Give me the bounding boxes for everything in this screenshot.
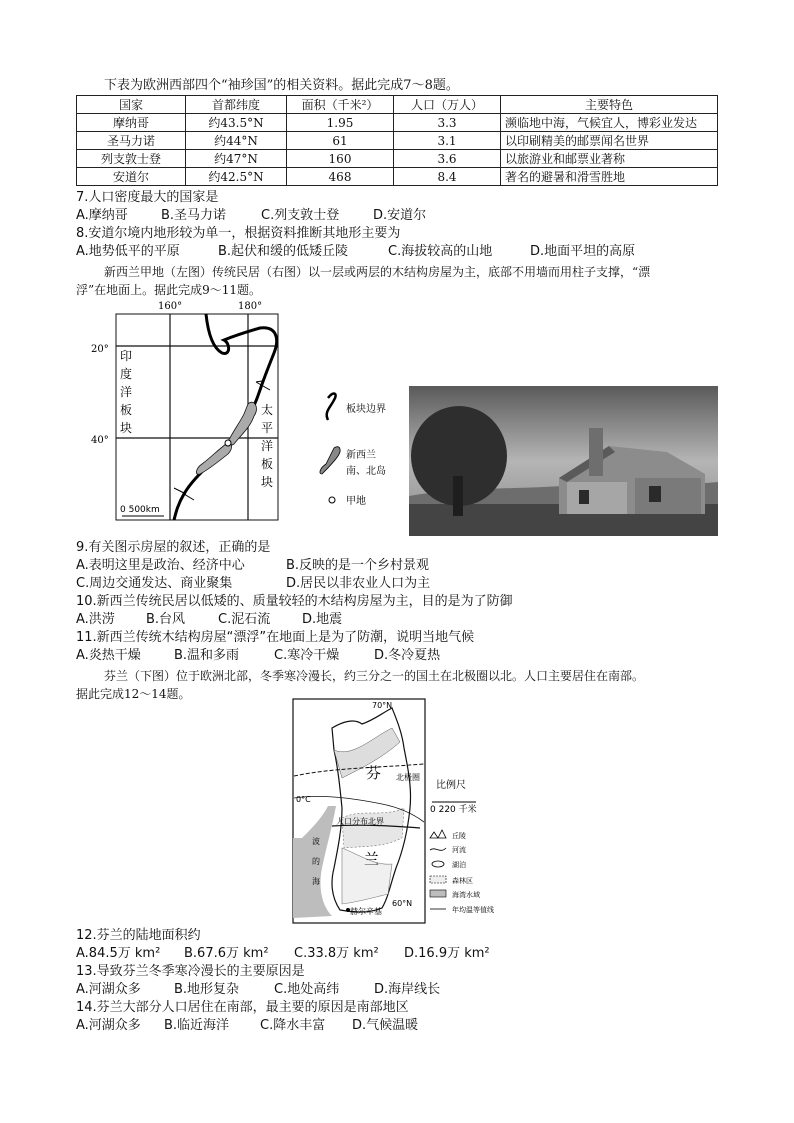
table-header: 主要特色 <box>501 96 718 114</box>
question-11-options <box>76 648 440 664</box>
question-10-options <box>76 612 342 628</box>
table-cell: 安道尔 <box>77 168 186 186</box>
option-a[interactable]: A.洪涝 <box>76 612 115 627</box>
new-zealand-plate-map <box>88 298 408 538</box>
finland-map <box>292 698 522 926</box>
legend-label: 新西兰 <box>346 450 376 461</box>
legend-label: 丘陵 <box>452 832 466 840</box>
option-b[interactable]: B.反映的是一个乡村景观 <box>286 558 430 573</box>
plate-label: 太 <box>261 403 274 417</box>
plate-label: 板 <box>261 457 274 471</box>
plate-label: 洋 <box>120 385 133 399</box>
option-c[interactable]: C.泥石流 <box>218 612 271 627</box>
question-10-stem: 10.新西兰传统民居以低矮的、质量较轻的木结构房屋为主，目的是为了防御 <box>76 594 513 609</box>
option-b[interactable]: B.圣马力诺 <box>161 208 227 223</box>
intro-text-3a: 芬兰（下图）位于欧洲北部，冬季寒冷漫长，约三分之一的国土在北极圈以北。人口主要居住在南部。 <box>104 669 645 683</box>
table-cell: 著名的避暑和滑雪胜地 <box>501 168 718 186</box>
table-cell: 1.95 <box>287 114 394 132</box>
river-icon <box>430 848 446 850</box>
lat-label: 40° <box>91 435 109 446</box>
question-7-stem: 7.人口密度最大的国家是 <box>76 190 219 205</box>
population-boundary-label: 人口分布北界 <box>336 817 384 826</box>
table-header: 首都纬度 <box>186 96 287 114</box>
table-cell: 约43.5°N <box>186 114 287 132</box>
option-b[interactable]: B.临近海洋 <box>164 1018 230 1033</box>
lake-icon <box>432 861 444 867</box>
plate-label: 洋 <box>261 439 274 453</box>
option-a[interactable]: A.河湖众多 <box>76 1018 141 1033</box>
option-c[interactable]: C.降水丰富 <box>260 1018 326 1033</box>
table-cell: 约42.5°N <box>186 168 287 186</box>
country-label: 兰 <box>364 850 380 868</box>
intro-text-3b: 据此完成12～14题。 <box>76 687 191 701</box>
table-cell: 圣马力诺 <box>77 132 186 150</box>
question-13-options <box>76 982 440 998</box>
lat-label: 60°N <box>392 899 413 908</box>
option-d[interactable]: D.16.9万 km² <box>404 946 490 961</box>
table-cell: 列支敦士登 <box>77 150 186 168</box>
table-cell: 约44°N <box>186 132 287 150</box>
legend-label: 南、北岛 <box>346 466 386 477</box>
plate-label: 度 <box>120 367 133 381</box>
table-cell: 8.4 <box>394 168 501 186</box>
table-cell: 摩纳哥 <box>77 114 186 132</box>
table-row <box>77 132 718 150</box>
legend-site-icon <box>329 497 335 503</box>
option-a[interactable]: A.摩纳哥 <box>76 208 128 223</box>
option-a[interactable]: A.84.5万 km² <box>76 946 161 961</box>
house-photo <box>409 386 718 536</box>
legend-label: 河流 <box>452 846 466 854</box>
hill-icon <box>430 830 446 838</box>
question-9-options-2 <box>76 576 430 592</box>
sea-label: 波 <box>312 837 320 846</box>
option-a[interactable]: A.炎热干燥 <box>76 648 141 663</box>
option-d[interactable]: D.冬冷夏热 <box>374 648 441 663</box>
table-cell: 160 <box>287 150 394 168</box>
lon-label: 160° <box>158 301 183 312</box>
table-cell: 3.3 <box>394 114 501 132</box>
option-c[interactable]: C.寒冷干燥 <box>274 648 340 663</box>
capital-label: 赫尔辛基 <box>350 907 382 916</box>
question-8-options <box>76 244 635 260</box>
table-row <box>77 168 718 186</box>
option-d[interactable]: D.海岸线长 <box>374 982 441 997</box>
option-c[interactable]: C.地处高纬 <box>274 982 340 997</box>
option-d[interactable]: D.安道尔 <box>373 208 427 223</box>
question-7-options <box>76 208 426 224</box>
table-header: 人口（万人） <box>394 96 501 114</box>
scale-label: 0 500km <box>120 505 160 515</box>
option-c[interactable]: C.周边交通发达、商业聚集 <box>76 576 233 591</box>
option-b[interactable]: B.台风 <box>146 612 186 627</box>
forest-icon <box>430 876 446 883</box>
sea-label: 的 <box>312 857 320 866</box>
question-14-stem: 14.芬兰大部分人口居住在南部，最主要的原因是南部地区 <box>76 1000 409 1015</box>
table-cell: 3.1 <box>394 132 501 150</box>
option-b[interactable]: B.起伏和缓的低矮丘陵 <box>218 244 349 259</box>
table-cell: 468 <box>287 168 394 186</box>
question-9-options <box>76 558 429 574</box>
plate-label: 板 <box>120 403 133 417</box>
sea-label: 海 <box>312 877 320 886</box>
table-header-row <box>77 96 718 114</box>
plate-label: 印 <box>120 349 133 363</box>
question-14-options <box>76 1018 418 1034</box>
plate-label: 平 <box>261 421 274 435</box>
question-12-options <box>76 946 490 962</box>
table-cell: 约47°N <box>186 150 287 168</box>
table-cell: 3.6 <box>394 150 501 168</box>
lat-label: 70°N <box>372 701 393 710</box>
plate-label: 块 <box>120 421 133 435</box>
legend-label: 甲地 <box>346 496 366 507</box>
option-c[interactable]: C.海拔较高的山地 <box>388 244 493 259</box>
isotherm-label: 0°C <box>296 795 311 804</box>
option-b[interactable]: B.温和多雨 <box>174 648 240 663</box>
table-row <box>77 114 718 132</box>
gulf-water-icon <box>430 890 446 897</box>
lon-label: 180° <box>238 301 263 312</box>
option-d[interactable]: D.地震 <box>302 612 343 627</box>
scale-title: 比例尺 <box>436 780 466 791</box>
intro-text-2a: 新西兰甲地（左图）传统民居（右图）以一层或两层的木结构房屋为主，底部不用墙而用柱子支撑，“漂 <box>104 265 651 279</box>
question-8-stem: 8.安道尔境内地形较为单一，根据资料推断其地形主要为 <box>76 226 401 241</box>
question-13-stem: 13.导致芬兰冬季寒冷漫长的主要原因是 <box>76 964 305 979</box>
legend-label: 板块边界 <box>346 404 386 415</box>
option-c[interactable]: C.列支敦士登 <box>261 208 340 223</box>
legend-label: 湖泊 <box>452 861 466 869</box>
option-b[interactable]: B.地形复杂 <box>174 982 240 997</box>
legend-label: 森林区 <box>452 877 473 885</box>
scale-label: 0 220 千米 <box>430 805 477 815</box>
question-12-stem: 12.芬兰的陆地面积约 <box>76 928 201 943</box>
intro-text-2b: 浮”在地面上。据此完成9～11题。 <box>76 283 262 297</box>
table-header: 国家 <box>77 96 186 114</box>
intro-text-1: 下表为欧洲西部四个“袖珍国”的相关资料。据此完成7～8题。 <box>104 78 459 93</box>
question-11-stem: 11.新西兰传统木结构房屋“漂浮”在地面上是为了防潮，说明当地气候 <box>76 630 475 645</box>
question-9-stem: 9.有关图示房屋的叙述，正确的是 <box>76 540 271 555</box>
table-cell: 濒临地中海，气候宜人，博彩业发达 <box>501 114 718 132</box>
plate-label: 块 <box>261 475 274 489</box>
legend-boundary-icon <box>327 394 336 420</box>
lat-label: 20° <box>91 344 109 355</box>
option-a[interactable]: A.表明这里是政治、经济中心 <box>76 558 245 573</box>
option-d[interactable]: D.气候温暖 <box>352 1018 419 1033</box>
option-c[interactable]: C.33.8万 km² <box>294 946 379 961</box>
table-cell: 以印刷精美的邮票闻名世界 <box>501 132 718 150</box>
site-jia-marker <box>225 440 231 446</box>
country-label: 芬 <box>366 764 382 782</box>
option-a[interactable]: A.地势低平的平原 <box>76 244 180 259</box>
legend-label: 年均温等值线 <box>452 906 494 914</box>
table-row <box>77 150 718 168</box>
arctic-label: 北极圈 <box>396 773 420 782</box>
table-cell: 61 <box>287 132 394 150</box>
microstate-table <box>76 95 718 186</box>
option-d[interactable]: D.地面平坦的高原 <box>530 244 636 259</box>
table-header: 面积（千米²） <box>287 96 394 114</box>
legend-island-icon <box>320 447 340 474</box>
legend-label: 海湾水域 <box>452 891 480 899</box>
option-d[interactable]: D.居民以非农业人口为主 <box>286 576 431 591</box>
option-b[interactable]: B.67.6万 km² <box>184 946 269 961</box>
option-a[interactable]: A.河湖众多 <box>76 982 141 997</box>
table-cell: 以旅游业和邮票业著称 <box>501 150 718 168</box>
